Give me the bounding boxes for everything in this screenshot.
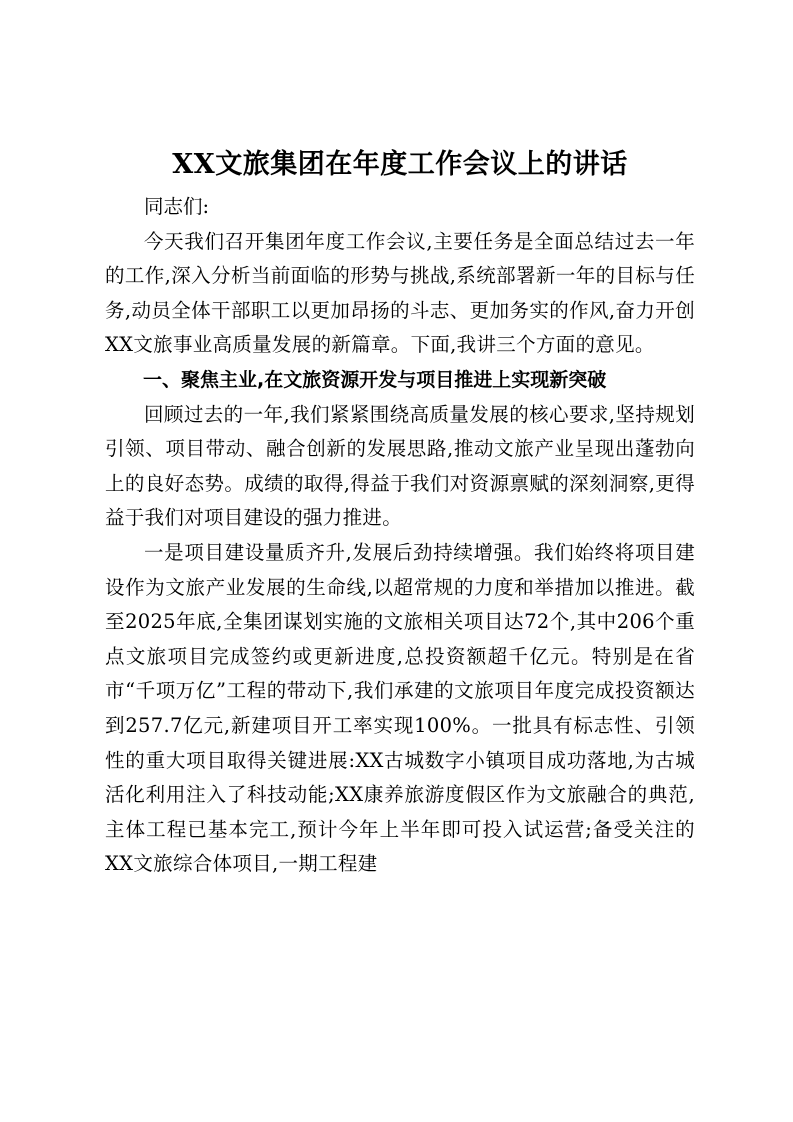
greeting: 同志们: — [144, 195, 210, 218]
document-body — [105, 140, 695, 882]
section-1-paragraph-1: 回顾过去的一年,我们紧紧围绕高质量发展的核心要求,坚持规划引领、项目带动、融合创新的发展思路,推动文旅产业呈现出蓬勃向上的良好态势。成绩的取得,得益于我们对资源禀赋的深刻洞察,更得益于我们对项目建设的强力推进。 — [105, 402, 695, 530]
section-heading-1: 一、聚焦主业,在文旅资源开发与项目推进上实现新突破 — [143, 368, 607, 391]
section-1-paragraph-2: 一是项目建设量质齐升,发展后劲持续增强。我们始终将项目建设作为文旅产业发展的生命线,以超常规的力度和举措加以推进。截至2025年底,全集团谋划实施的文旅相关项目达72个,其中206个重点文旅项目完成签约或更新进度,总投资额超千亿元。特别是在省市“千项万亿”工程的带动下,我们承建的文旅项目年度完成投资额达到257.7亿元,新建项目开工率实现100%。一批具有标志性、引领性的重大项目取得关键进展:XX古城数字小镇项目成功落地,为古城活化利用注入了科技动能;XX康养旅游度假区作为文旅融合的典范,主体工程已基本完工,预计今年上半年即可投入试运营;备受关注的XX文旅综合体项目,一期工程建 — [105, 540, 695, 876]
document-title: XX文旅集团在年度工作会议上的讲话 — [172, 149, 628, 180]
intro-paragraph: 今天我们召开集团年度工作会议,主要任务是全面总结过去一年的工作,深入分析当前面临的形势与挑战,系统部署新一年的目标与任务,动员全体干部职工以更加昂扬的斗志、更加务实的作风,奋力开创XX文旅事业高质量发展的新篇章。下面,我讲三个方面的意见。 — [105, 229, 695, 357]
